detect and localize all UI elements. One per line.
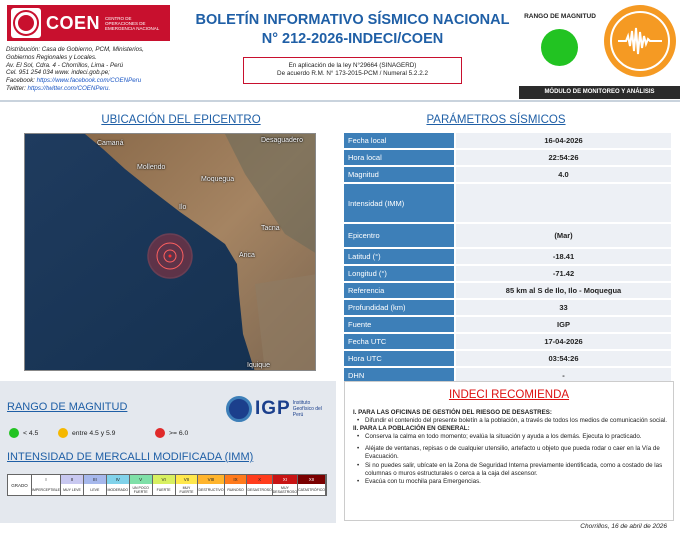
param-key: Intensidad (IMM) xyxy=(344,184,454,222)
param-value: - xyxy=(456,368,671,383)
param-value xyxy=(456,184,671,222)
coen-emblem-icon xyxy=(11,8,41,38)
legend-dot xyxy=(155,428,165,438)
epicenter-map[interactable] xyxy=(24,133,316,371)
map-label-moquegua: Moquegua xyxy=(201,176,235,183)
legend-item-low xyxy=(9,428,38,438)
logo-text: COEN xyxy=(46,12,101,33)
param-row xyxy=(344,184,671,222)
dist-line: Av. El Sol, Cdra. 4 - Chorrillos, Lima - Perú xyxy=(6,61,124,69)
imm-level xyxy=(198,475,224,495)
imm-level-desc: MUY FUERTE xyxy=(179,485,194,494)
seismograph-logo-icon xyxy=(604,5,676,77)
legend-dot xyxy=(9,428,19,438)
param-row xyxy=(344,133,671,148)
imm-level-desc: MUY LEVE xyxy=(63,487,81,492)
imm-level xyxy=(84,475,107,495)
imm-level xyxy=(130,475,153,495)
law-line: En aplicación de la ley N°29664 (SINAGERD) xyxy=(288,62,417,69)
dist-line: Gobiernos Regionales y Locales. xyxy=(6,53,97,61)
legend-label: entre 4.5 y 5.9 xyxy=(72,429,116,437)
imm-level-number: I xyxy=(32,475,60,484)
legend-label: < 4.5 xyxy=(23,429,39,437)
param-row xyxy=(344,334,671,349)
legend-label: >= 6.0 xyxy=(169,429,189,437)
imm-level-desc: MUY DESASTROSO xyxy=(272,485,298,494)
imm-level-desc: LEVE xyxy=(90,487,100,492)
magnitude-range-label: RANGO DE MAGNITUD xyxy=(524,13,596,20)
recommendation-item: • Conserva la calma en todo momento; evalúa la situación y ayuda a los demás. Ejecuta lo practicado. xyxy=(353,433,668,441)
param-key: Magnitud xyxy=(344,167,454,182)
imm-level xyxy=(298,475,326,495)
imm-level-number: X xyxy=(247,475,271,484)
facebook-link[interactable]: https://www.facebook.com/COENPeru xyxy=(36,77,142,85)
legend-item-mid xyxy=(58,428,115,438)
igp-text: IGP xyxy=(255,398,291,419)
imm-level-desc: MODERADO xyxy=(107,487,129,492)
param-value: 17-04-2026 xyxy=(456,334,671,349)
recommendation-item: • Evacúa con tu mochila para Emergencias. xyxy=(353,478,668,486)
imm-level-number: III xyxy=(84,475,106,484)
param-key: Profundidad (km) xyxy=(344,300,454,315)
imm-level xyxy=(176,475,199,495)
dist-line: Cel. 951 254 034 www. indeci.gob.pe; xyxy=(6,69,110,77)
imm-title: INTENSIDAD DE MERCALLI MODIFICADA (IMM) xyxy=(7,451,254,463)
map-label-iquique: Iquique xyxy=(247,362,270,369)
imm-level xyxy=(225,475,248,495)
magnitude-legend-title: RANGO DE MAGNITUD xyxy=(7,401,128,413)
recommendation-item: • Si no puedes salir, ubícate en la Zona de Seguridad Interna previamente identificada, como a costado de las columnas o muros estructurales o cerca a la caja del ascensor. xyxy=(353,462,668,478)
map-label-ilo: Ilo xyxy=(179,204,187,211)
param-row xyxy=(344,317,671,332)
param-key: Fuente xyxy=(344,317,454,332)
imm-level-number: VII xyxy=(176,475,198,484)
param-value: 33 xyxy=(456,300,671,315)
imm-level-number: II xyxy=(61,475,83,484)
imm-level-desc: DESTRUCTIVO xyxy=(198,487,224,492)
param-row xyxy=(344,283,671,298)
imm-level xyxy=(247,475,272,495)
parameters-table xyxy=(344,133,671,385)
param-key: Longitud (°) xyxy=(344,266,454,281)
imm-level-number: IX xyxy=(225,475,247,484)
epicenter-title: UBICACIÓN DEL EPICENTRO xyxy=(101,114,261,126)
facebook-label: Facebook: xyxy=(6,77,37,85)
imm-level-desc: DESASTROSO xyxy=(247,487,272,492)
law-line: De acuerdo R.M. N° 173-2015-PCM / Numeral 5.2.2.2 xyxy=(277,70,428,77)
section-heading: I. PARA LAS OFICINAS DE GESTIÓN DEL RIESGO DE DESASTRES: xyxy=(353,409,552,416)
param-value: 85 km al S de Ilo, Ilo - Moquegua xyxy=(456,283,671,298)
param-row xyxy=(344,249,671,264)
logo-subtitle: CENTRO DE OPERACIONES DE EMERGENCIA NACIONAL xyxy=(105,15,160,31)
map-label-desaguadero: Desaguadero xyxy=(261,137,304,144)
param-value: 03:54:26 xyxy=(456,351,671,366)
param-row xyxy=(344,167,671,182)
igp-logo xyxy=(226,396,325,422)
param-value: IGP xyxy=(456,317,671,332)
map-label-arica: Arica xyxy=(239,252,255,259)
recommendation-item: • Aléjate de ventanas, repisas o de cualquier utensilio, artefacto u objeto que pueda rodar o caer en la Vía de Evacuación. xyxy=(353,445,668,461)
imm-level-number: IV xyxy=(107,475,129,484)
param-key: Fecha local xyxy=(344,133,454,148)
imm-level-desc: RUINOSO xyxy=(227,487,244,492)
igp-subtitle: Instituto Geofísico del Perú xyxy=(292,400,322,418)
footer-date: Chorrillos, 16 de abril de 2026 xyxy=(580,523,667,530)
param-row xyxy=(344,266,671,281)
param-row xyxy=(344,150,671,165)
imm-level-desc: IMPERCEPTIBLE xyxy=(32,487,61,492)
param-value: -71.42 xyxy=(456,266,671,281)
param-key: Referencia xyxy=(344,283,454,298)
globe-icon xyxy=(226,396,252,422)
recommendation-item: • Difundir el contenido del presente boletín a la población, a través de todos los medios de comunicación social. xyxy=(353,417,668,425)
imm-level xyxy=(107,475,130,495)
map-label-mollendo: Mollendo xyxy=(137,164,166,171)
imm-level xyxy=(153,475,176,495)
parameters-title: PARÁMETROS SÍSMICOS xyxy=(426,114,566,126)
imm-level-desc: FUERTE xyxy=(156,487,171,492)
imm-level xyxy=(61,475,84,495)
param-key: DHN xyxy=(344,368,454,383)
param-key: Fecha UTC xyxy=(344,334,454,349)
header-divider xyxy=(0,100,680,102)
indeci-recommendations xyxy=(353,409,668,486)
param-row xyxy=(344,300,671,315)
imm-level xyxy=(273,475,298,495)
coen-logo xyxy=(7,5,170,41)
imm-grado-label: GRADO xyxy=(8,475,32,495)
param-row xyxy=(344,224,671,247)
param-key: Hora local xyxy=(344,150,454,165)
imm-level xyxy=(32,475,61,495)
param-value: (Mar) xyxy=(456,224,671,247)
param-value: 4.0 xyxy=(456,167,671,182)
imm-level-number: V xyxy=(130,475,152,484)
param-value: 22:54:26 xyxy=(456,150,671,165)
twitter-link[interactable]: https://twitter.com/COENPeru. xyxy=(27,84,111,92)
imm-level-desc: UN POCO FUERTE xyxy=(132,485,149,494)
law-reference-box xyxy=(243,57,462,84)
imm-level-number: VI xyxy=(153,475,175,484)
imm-level-number: XII xyxy=(298,475,325,484)
map-label-camana: Camaná xyxy=(97,140,124,147)
imm-scale-table xyxy=(7,474,327,496)
distribution-info xyxy=(6,46,191,93)
twitter-label: Twitter: xyxy=(6,84,28,92)
legend-dot xyxy=(58,428,68,438)
indeci-title: INDECI RECOMIENDA xyxy=(448,389,570,401)
param-key: Epicentro xyxy=(344,224,454,247)
dist-line: Distribución: Casa de Gobierno, PCM, Ministerios, xyxy=(6,46,144,53)
legend-item-high xyxy=(155,428,188,438)
param-row xyxy=(344,351,671,366)
param-value: -18.41 xyxy=(456,249,671,264)
map-label-tacna: Tacna xyxy=(261,225,280,232)
imm-level-number: VIII xyxy=(198,475,223,484)
param-key: Latitud (°) xyxy=(344,249,454,264)
imm-level-number: XI xyxy=(273,475,297,484)
imm-level-desc: CATASTRÓFICO xyxy=(298,487,325,492)
module-banner: MÓDULO DE MONITOREO Y ANÁLISIS xyxy=(519,86,680,99)
param-value: 16-04-2026 xyxy=(456,133,671,148)
magnitude-indicator xyxy=(541,29,578,66)
section-heading: II. PARA LA POBLACIÓN EN GENERAL: xyxy=(353,425,470,433)
bulletin-title: BOLETÍN INFORMATIVO SÍSMICO NACIONAL xyxy=(195,12,510,28)
param-key: Hora UTC xyxy=(344,351,454,366)
bulletin-number: N° 212-2026-INDECI/COEN xyxy=(261,31,444,47)
